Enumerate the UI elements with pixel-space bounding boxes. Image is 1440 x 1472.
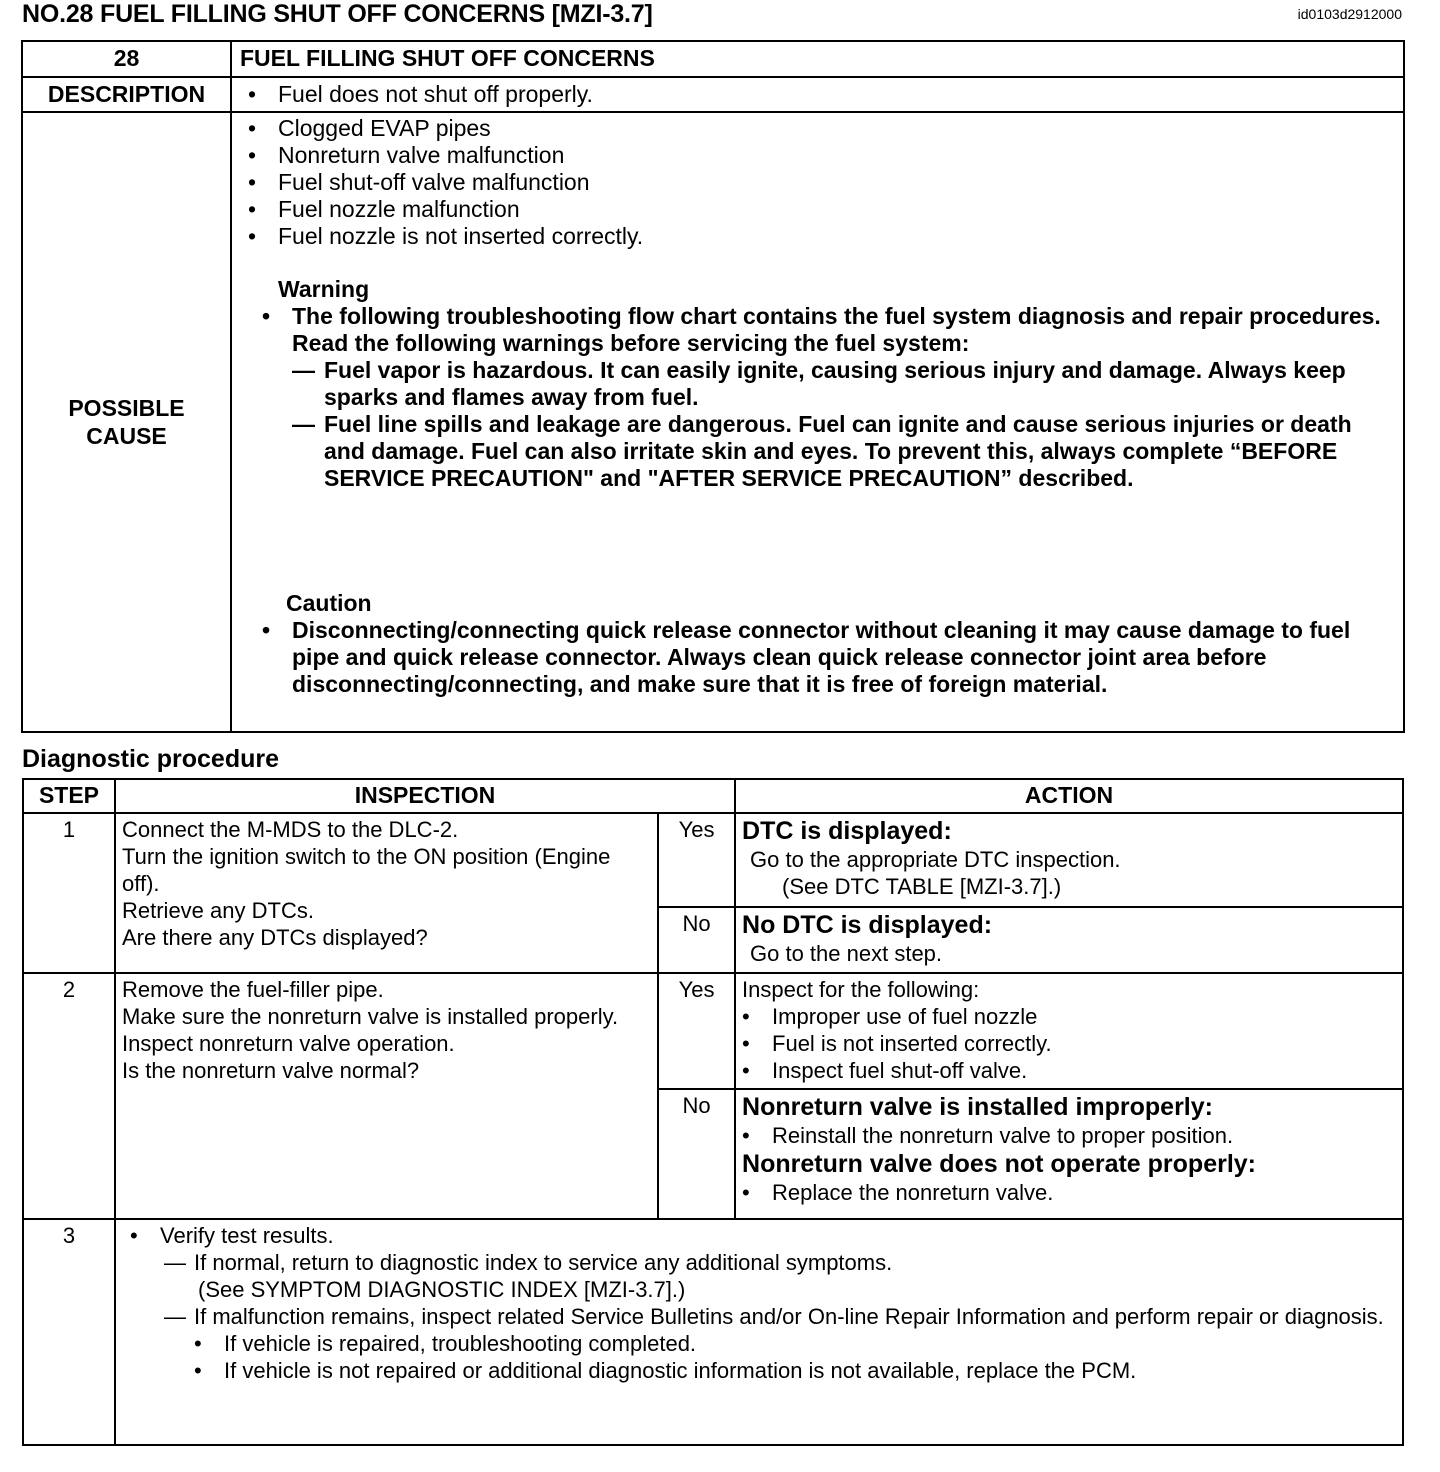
list-item: • Fuel is not inserted correctly.	[742, 1030, 1396, 1057]
action-no	[735, 907, 1403, 973]
table-row	[23, 973, 1403, 1089]
answer-no: No	[658, 1089, 735, 1219]
symptom-heading: FUEL FILLING SHUT OFF CONCERNS	[231, 41, 1404, 77]
step-number: 3	[23, 1219, 115, 1445]
answer-no: No	[658, 907, 735, 973]
warning-item: — Fuel vapor is hazardous. It can easily ignite, causing serious injury and damage. Always keep sparks and flames away from fuel.	[292, 357, 1395, 411]
list-item: • Fuel nozzle malfunction	[248, 196, 1395, 223]
section-title: Diagnostic procedure	[22, 745, 279, 773]
possible-cause-label-line-1: POSSIBLE	[68, 395, 185, 421]
column-header-step: STEP	[23, 779, 115, 813]
caution-label: Caution	[286, 590, 372, 616]
description-cell	[231, 77, 1404, 112]
step-number: 1	[23, 813, 115, 973]
action-text: Inspect for the following:	[742, 977, 980, 1002]
page-title: NO.28 FUEL FILLING SHUT OFF CONCERNS [MZI-3.7]	[22, 0, 653, 28]
inspection-line: Remove the fuel-filler pipe.	[122, 977, 384, 1002]
inspection-line: Inspect nonreturn valve operation.	[122, 1031, 455, 1056]
warning-bullet	[262, 303, 1395, 492]
action-no	[735, 1089, 1403, 1219]
caution-text: • Disconnecting/connecting quick release connector without cleaning it may cause damage to fuel pipe and quick release connector. Always clean quick release connector joint area before disconnecting/connecting, and make sure that it is free of foreign material.	[262, 617, 1395, 698]
cause-list	[248, 115, 1395, 250]
list-item: • Reinstall the nonreturn valve to proper position.	[742, 1122, 1396, 1149]
answer-yes: Yes	[658, 973, 735, 1089]
step-number: 2	[23, 973, 115, 1219]
table-header-row	[23, 779, 1403, 813]
action-heading: No DTC is displayed:	[742, 911, 993, 939]
action-heading: DTC is displayed:	[742, 817, 952, 845]
column-header-action: ACTION	[735, 779, 1403, 813]
summary-header-row	[22, 41, 1404, 77]
step-inspection	[115, 973, 658, 1219]
list-item: • Fuel shut-off valve malfunction	[248, 169, 1395, 196]
inspection-line: Is the nonreturn valve normal?	[122, 1058, 420, 1083]
action-heading: Nonreturn valve is installed improperly:	[742, 1093, 1213, 1121]
list-item: • If vehicle is not repaired or additional diagnostic information is not available, replace the PCM.	[194, 1357, 1392, 1384]
list-item: • Clogged EVAP pipes	[248, 115, 1395, 142]
list-item: • Improper use of fuel nozzle	[742, 1003, 1396, 1030]
action-yes	[735, 973, 1403, 1089]
column-header-inspection: INSPECTION	[115, 779, 735, 813]
symptom-summary-table	[21, 40, 1405, 733]
action-text: Go to the appropriate DTC inspection.	[750, 847, 1121, 872]
list-item: • Nonreturn valve malfunction	[248, 142, 1395, 169]
warning-block	[248, 303, 1395, 492]
list-item: • Replace the nonreturn valve.	[742, 1179, 1396, 1206]
diagnostic-procedure-table	[22, 778, 1404, 1446]
answer-yes: Yes	[658, 813, 735, 907]
warning-item: — Fuel line spills and leakage are dangerous. Fuel can ignite and cause serious injuries or death and damage. Fuel can also irritate skin and eyes. To prevent this, always complete “BEFORE SERVICE PRECAUTION" and "AFTER SERVICE PRECAUTION” described.	[292, 411, 1395, 492]
action-yes	[735, 813, 1403, 907]
table-row	[23, 1219, 1403, 1445]
possible-cause-cell	[231, 112, 1404, 732]
verify-item: — If normal, return to diagnostic index to service any additional symptoms.	[164, 1249, 1392, 1276]
verify-list	[164, 1330, 1392, 1384]
possible-cause-label-line-2: CAUSE	[86, 423, 167, 449]
list-item: • Inspect fuel shut-off valve.	[742, 1057, 1396, 1084]
verify-text: • Verify test results.	[130, 1222, 1392, 1249]
inspection-line: Are there any DTCs displayed?	[122, 925, 428, 950]
warning-intro: • The following troubleshooting flow chart contains the fuel system diagnosis and repair procedures. Read the following warnings before servicing the fuel system:	[292, 303, 1381, 356]
verify-item: — If malfunction remains, inspect related Service Bulletins and/or On-line Repair Information and perform repair or diagnosis.	[164, 1303, 1392, 1330]
possible-cause-label	[22, 112, 231, 732]
description-label: DESCRIPTION	[22, 77, 231, 112]
list-item: • Fuel nozzle is not inserted correctly.	[248, 223, 1395, 250]
description-text: • Fuel does not shut off properly.	[248, 78, 1403, 110]
list-item: • If vehicle is repaired, troubleshooting completed.	[194, 1330, 1392, 1357]
step-inspection	[115, 813, 658, 973]
caution-block	[248, 617, 1395, 698]
action-text: Go to the next step.	[750, 941, 943, 966]
warning-label: Warning	[278, 276, 370, 302]
symptom-number: 28	[22, 41, 231, 77]
description-row	[22, 77, 1404, 112]
action-list	[742, 1003, 1396, 1084]
action-reference: (See DTC TABLE [MZI-3.7].)	[782, 874, 1062, 899]
inspection-line: Connect the M-MDS to the DLC-2.	[122, 817, 459, 842]
inspection-line: Retrieve any DTCs.	[122, 898, 314, 923]
inspection-line: Turn the ignition switch to the ON position (Engine off).	[122, 844, 611, 896]
step-verification	[115, 1219, 1403, 1445]
document-id: id0103d2912000	[1297, 6, 1402, 22]
action-heading: Nonreturn valve does not operate properly:	[742, 1150, 1257, 1178]
possible-cause-row	[22, 112, 1404, 732]
verify-reference: (See SYMPTOM DIAGNOSTIC INDEX [MZI-3.7].)	[198, 1277, 686, 1302]
inspection-line: Make sure the nonreturn valve is installed properly.	[122, 1004, 619, 1029]
table-row	[23, 813, 1403, 907]
